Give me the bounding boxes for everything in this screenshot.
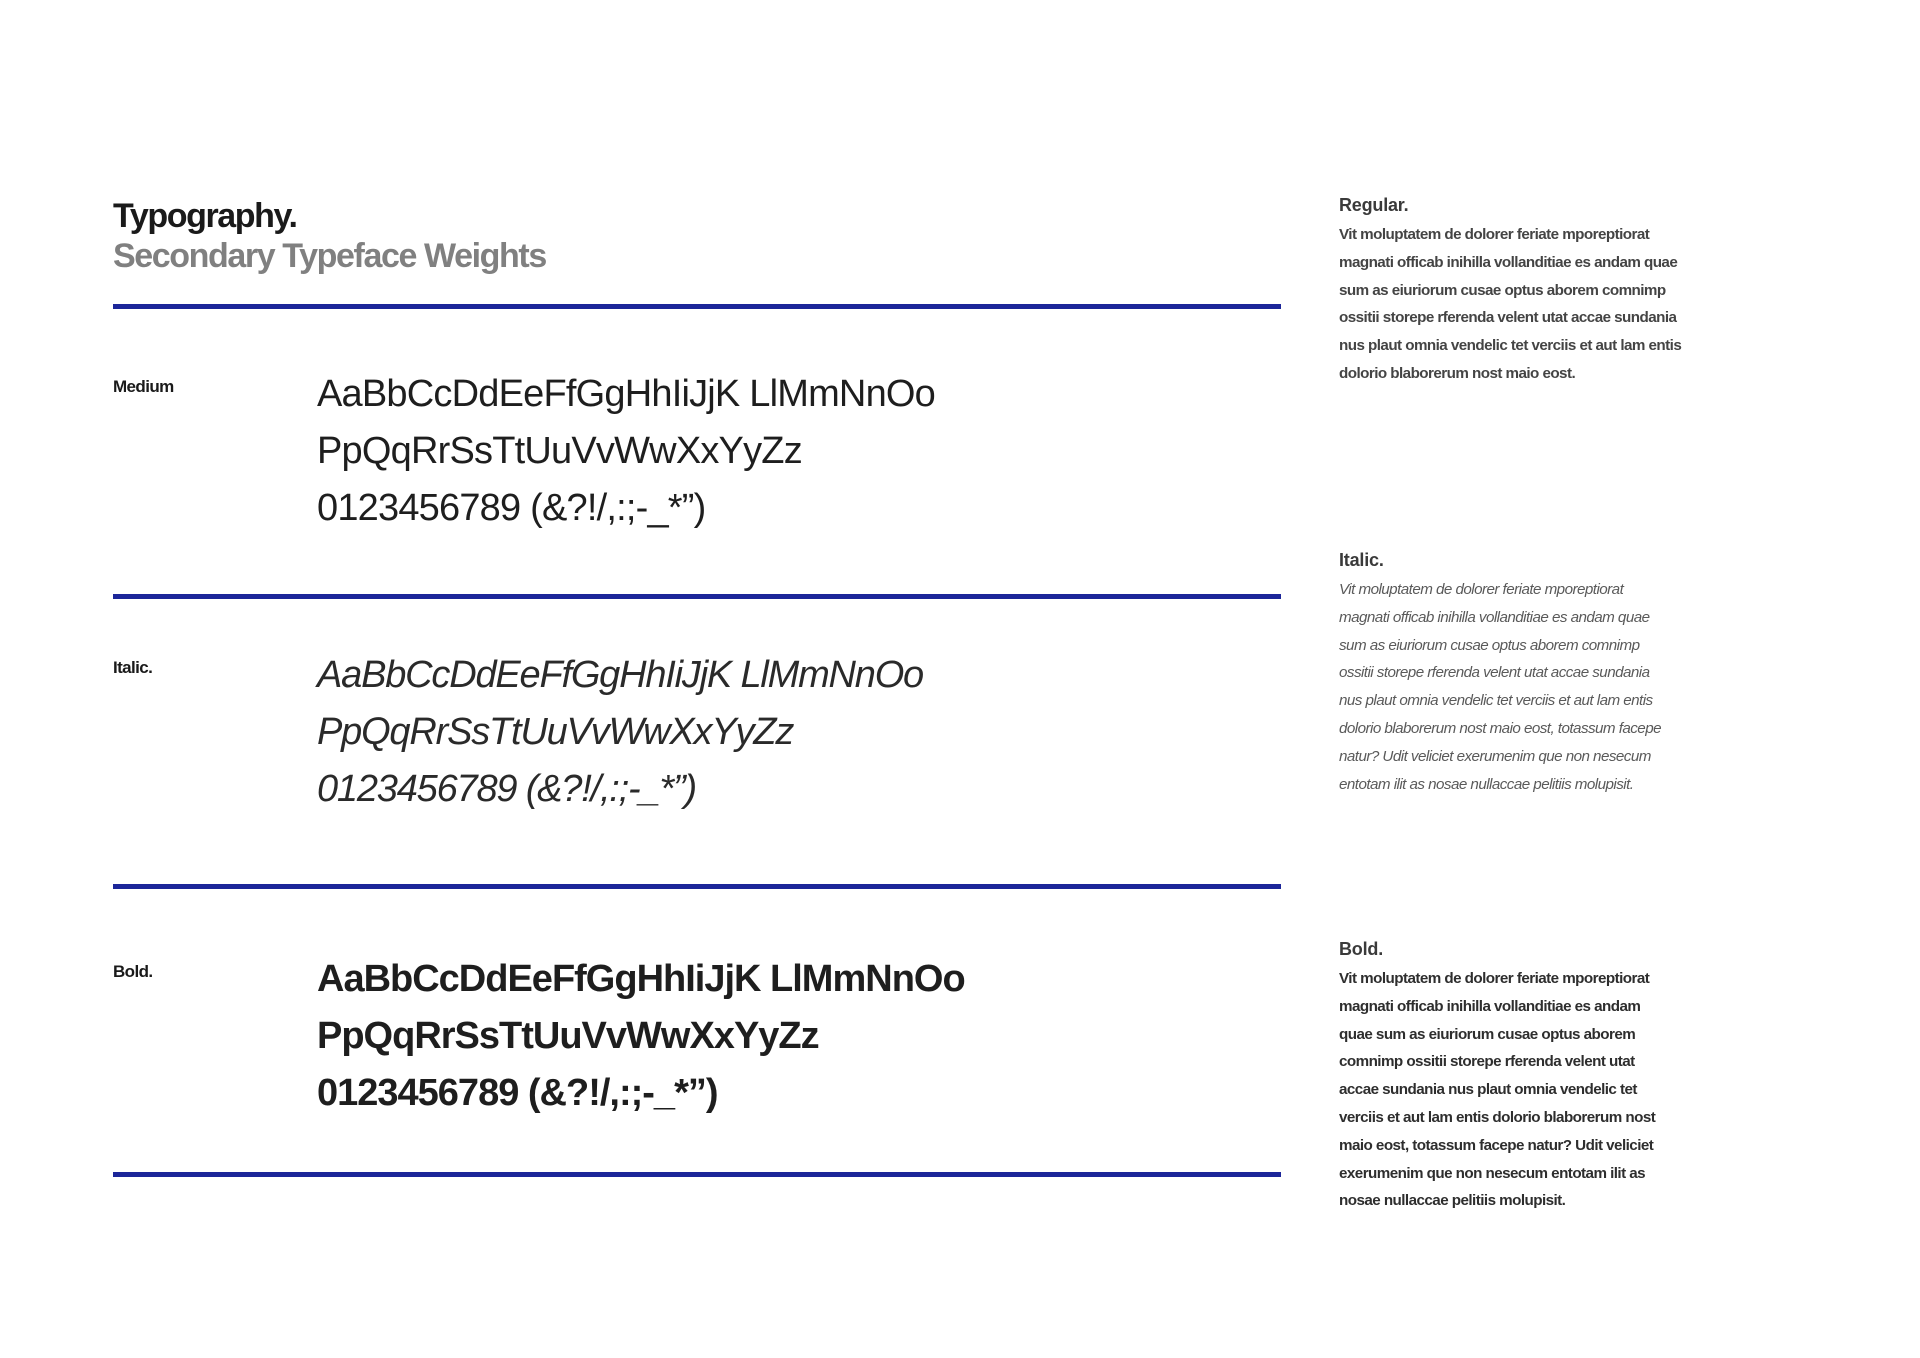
description-title: Bold. (1339, 939, 1383, 959)
description-line: verciis et aut lam entis dolorio blaborerum nost (1339, 1108, 1656, 1126)
specimen-line: 0123456789 (&?!/,:;-_*”) (317, 1072, 718, 1114)
specimen-medium (317, 366, 935, 537)
description-line: sum as eiuriorum cusae optus aborem comnimp (1339, 636, 1640, 654)
specimen-line: 0123456789 (&?!/,:;-_*”) (317, 768, 696, 810)
description-regular (1339, 193, 1739, 388)
divider-rule (113, 304, 1281, 309)
description-italic (1339, 548, 1739, 798)
specimen-italic (317, 647, 923, 818)
description-line: Vit moluptatem de dolorer feriate mporeptiorat (1339, 581, 1624, 598)
page-title: Typography. (113, 197, 297, 235)
divider-rule (113, 884, 1281, 889)
description-body (1339, 221, 1739, 388)
description-title: Regular. (1339, 195, 1409, 215)
description-line: Vit moluptatem de dolorer feriate mporeptiorat (1339, 226, 1650, 243)
divider-rule (113, 594, 1281, 599)
description-bold (1339, 937, 1739, 1215)
specimen-line: PpQqRrSsTtUuVvWwXxYyZz (317, 1015, 819, 1057)
description-line: maio eost, totassum facepe natur? Udit veliciet (1339, 1136, 1654, 1154)
weight-label-medium: Medium (113, 377, 174, 396)
description-line: ossitii storepe rferenda velent utat accae sundania (1339, 664, 1650, 682)
description-line: magnati officab inihilla vollanditiae es andam quae (1339, 253, 1678, 271)
specimen-line: 0123456789 (&?!/,:;-_*”) (317, 487, 706, 529)
specimen-bold (317, 951, 965, 1122)
description-title: Italic. (1339, 550, 1384, 570)
description-line: nus plaut omnia vendelic tet verciis et aut lam entis (1339, 337, 1682, 355)
description-line: dolorio blaborerum nost maio eost, totassum facepe (1339, 719, 1661, 737)
description-body (1339, 576, 1739, 798)
description-line: magnati officab inihilla vollanditiae es andam quae (1339, 608, 1650, 626)
weight-label-italic: Italic. (113, 658, 153, 677)
divider-rule (113, 1172, 1281, 1177)
description-line: sum as eiuriorum cusae optus aborem comnimp (1339, 281, 1666, 299)
description-line: dolorio blaborerum nost maio eost. (1339, 364, 1576, 382)
description-line: nosae nullaccae pelitiis molupisit. (1339, 1192, 1566, 1210)
description-line: entotam ilit as nosae nullaccae pelitiis molupisit. (1339, 775, 1634, 793)
page-subtitle: Secondary Typeface Weights (113, 237, 546, 275)
description-line: magnati officab inihilla vollanditiae es andam (1339, 997, 1641, 1015)
description-body (1339, 965, 1739, 1215)
description-line: nus plaut omnia vendelic tet verciis et aut lam entis (1339, 692, 1653, 710)
description-line: Vit moluptatem de dolorer feriate mporeptiorat (1339, 970, 1650, 987)
description-line: accae sundania nus plaut omnia vendelic tet (1339, 1081, 1637, 1099)
description-line: natur? Udit veliciet exerumenim que non nesecum (1339, 747, 1651, 765)
weight-label-bold: Bold. (113, 962, 153, 981)
specimen-line: PpQqRrSsTtUuVvWwXxYyZz (317, 711, 794, 753)
description-line: comnimp ossitii storepe rferenda velent utat (1339, 1053, 1635, 1071)
specimen-line: AaBbCcDdEeFfGgHhIiJjK LlMmNnOo (317, 958, 965, 1000)
specimen-line: AaBbCcDdEeFfGgHhIiJjK LlMmNnOo (317, 373, 935, 415)
specimen-line: AaBbCcDdEeFfGgHhIiJjK LlMmNnOo (317, 654, 923, 696)
description-line: exerumenim que non nesecum entotam ilit as (1339, 1164, 1646, 1182)
specimen-line: PpQqRrSsTtUuVvWwXxYyZz (317, 430, 802, 472)
description-line: quae sum as eiuriorum cusae optus aborem (1339, 1025, 1636, 1043)
description-line: ossitii storepe rferenda velent utat accae sundania (1339, 309, 1677, 327)
